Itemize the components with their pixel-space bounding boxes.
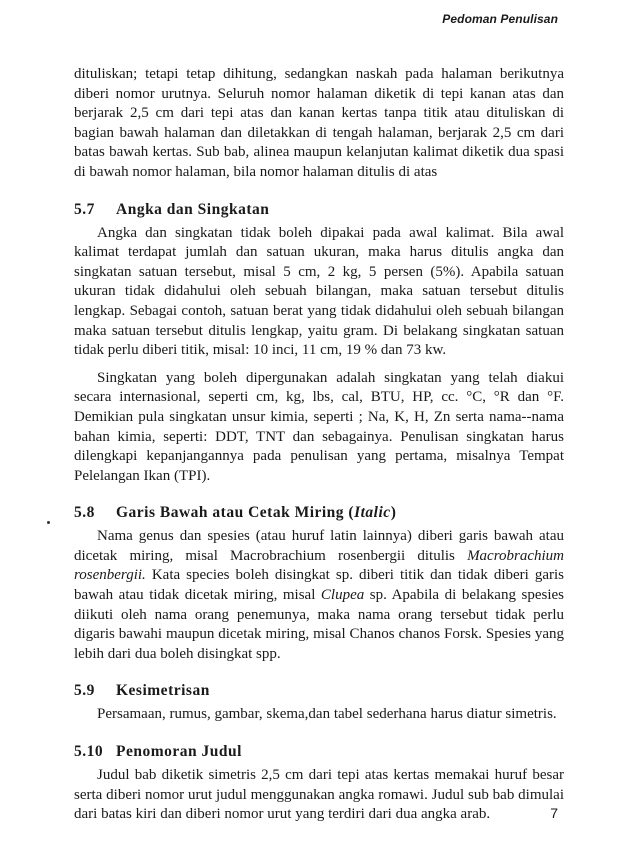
section-number: 5.8 bbox=[74, 504, 95, 522]
section-title: Garis Bawah atau Cetak Miring ( bbox=[116, 504, 355, 522]
intro-paragraph: dituliskan; tetapi tetap dihitung, sedangkan naskah pada halaman berikutnya diberi nomor urutnya. Seluruh nomor halaman diketik di tepi kanan atas dan berjarak 2,5 cm dari tepi atas dan kanan kertas tanpa titik atau dituliskan di bagian bawah halaman dan diletakkan di tengah halaman, berjarak 2,5 cm dari batas bawah kertas. Sub bab, alinea maupun kelanjutan kalimat diketik dua spasi di bawah nomor halaman, bila nomor halaman ditulis di atas bbox=[74, 66, 564, 180]
section-heading-5-7 bbox=[74, 200, 564, 220]
italic-species: Macrobrachium rosenbergii. bbox=[74, 547, 564, 584]
paragraph: Judul bab diketik simetris 2,5 cm dari tepi atas kertas memakai huruf besar serta diberi nomor urut judul menggunakan angka romawi. Judul sub bab dimulai dari batas kiri dan diberi nomor urut yang terdiri dari dua angka arab. bbox=[74, 767, 564, 823]
paragraph: Persamaan, rumus, gambar, skema,dan tabel sederhana harus diatur simetris. bbox=[97, 706, 557, 723]
section-number: 5.10 bbox=[74, 743, 104, 761]
section-heading-5-9 bbox=[74, 681, 564, 701]
text-run: Nama genus dan spesies (atau huruf latin lainnya) diberi garis bawah atau dicetak miring, misal Macrobrachium rosenbergii ditulis bbox=[74, 528, 564, 564]
section-title: Penomoran Judul bbox=[116, 743, 242, 761]
text-run: sp. Apabila di belakang spesies diikuti oleh nama orang penemunya, maka nama orang tersebut tidak perlu digaris bawahi maupun dicetak miring, misal Chanos chanos Forsk. Spesies yang lebih dari dua boleh disingkat spp. bbox=[74, 587, 565, 662]
italic-genus: Clupea bbox=[320, 587, 365, 604]
section-heading-5-8 bbox=[74, 503, 564, 523]
running-head: Pedoman Penulisan bbox=[442, 12, 558, 26]
section-number: 5.9 bbox=[74, 682, 95, 700]
paragraph bbox=[74, 527, 564, 664]
page-number: 7 bbox=[550, 805, 558, 821]
section-heading-5-10 bbox=[74, 742, 564, 762]
paragraph: Angka dan singkatan tidak boleh dipakai pada awal kalimat. Bila awal kalimat terdapat jumlah dan satuan ukuran, maka harus ditulis angka dan singkatan satuan tersebut, misal 5 cm, 2 kg, 5 persen (5%). Apabila satuan ukuran tidak didahului oleh sebuah bilangan, maka satuan tersebut ditulis lengkap. Sebagai contoh, satuan berat yang tidak didahului oleh sebuah bilangan maka satuan tersebut ditulis lengkap, yaitu gram. Di belakang singkatan satuan tidak perlu diberi titik, misal: 10 inci, 11 cm, 19 % dan 73 kw. bbox=[74, 224, 564, 359]
page-body bbox=[74, 65, 564, 825]
paragraph: Singkatan yang boleh dipergunakan adalah singkatan yang telah diakui secara internasional, seperti cm, kg, lbs, cal, BTU, HP, cc. °C, °R dan °F. Demikian pula singkatan unsur kimia, seperti ; Na, K, H, Zn serta nama--nama bahan kimia, seperti: DDT, TNT dan sebagainya. Penulisan singkatan harus dilengkapi kepanjangannya pada penulisan yang pertama, misalnya Tempat Pelelangan Ikan (TPI). bbox=[74, 369, 564, 484]
section-title-end: ) bbox=[390, 504, 397, 522]
margin-mark bbox=[47, 521, 50, 524]
section-number: 5.7 bbox=[74, 200, 95, 218]
section-title-italic: Italic bbox=[354, 504, 391, 522]
section-title: Kesimetrisan bbox=[116, 682, 210, 700]
section-title: Angka dan Singkatan bbox=[116, 200, 270, 218]
text-run: Kata species boleh disingkat sp. diberi titik dan tidak diberi garis bawah atau tidak dicetak miring, misal bbox=[74, 567, 564, 604]
